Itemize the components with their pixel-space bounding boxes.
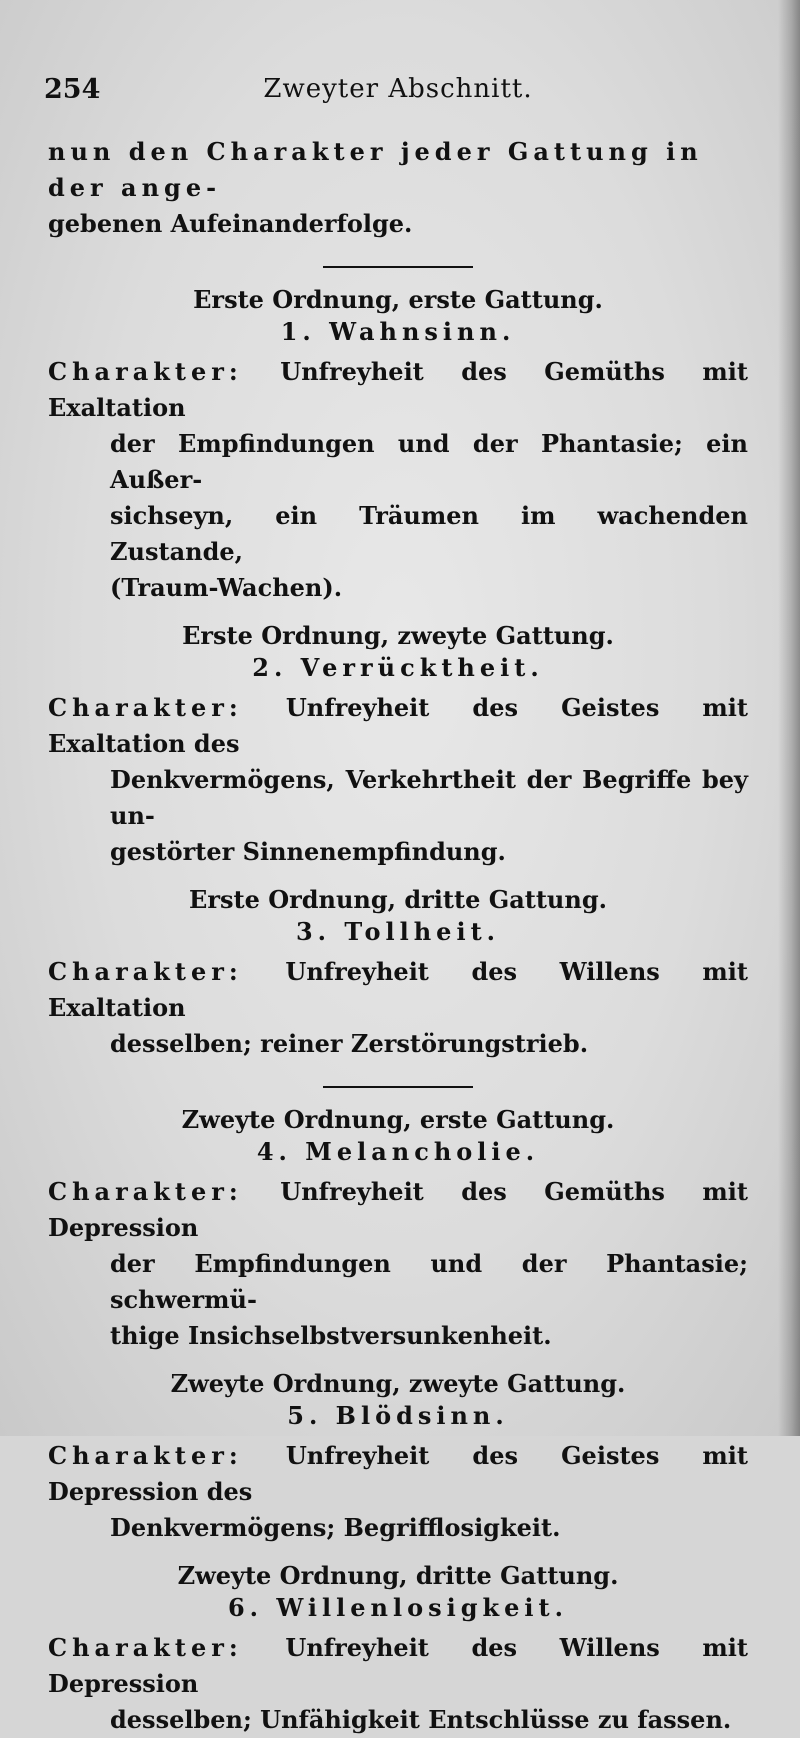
character-text: Unfreyheit des Willens mit Depression	[48, 1633, 748, 1698]
character-text: thige Insichselbstversunkenheit.	[110, 1321, 552, 1350]
character-text: desselben; Unfähigkeit Entschlüsse zu fassen.	[110, 1705, 732, 1734]
character-entry	[48, 354, 748, 606]
character-entry	[48, 690, 748, 870]
order-heading: Erste Ordnung, erste Gattung.	[193, 285, 603, 314]
section-divider	[323, 266, 473, 268]
running-head: Zweyter Abschnitt.	[263, 74, 533, 104]
page-content	[44, 70, 748, 1738]
order-heading: Zweyte Ordnung, erste Gattung.	[181, 1105, 615, 1134]
disease-title: 6. Willenlosigkeit.	[227, 1593, 568, 1622]
disease-title: 1. Wahnsinn.	[280, 317, 516, 346]
character-label: Charakter:	[48, 957, 243, 986]
disease-title: 2. Verrücktheit.	[252, 653, 544, 682]
page-edge-shadow	[778, 0, 800, 1436]
intro-line-2: gebenen Aufeinanderfolge.	[48, 209, 413, 238]
character-label: Charakter:	[48, 1177, 243, 1206]
order-heading: Erste Ordnung, dritte Gattung.	[189, 885, 607, 914]
character-text: desselben; reiner Zerstörungstrieb.	[110, 1029, 589, 1058]
character-text: Unfreyheit des Gemüths mit Exaltation	[48, 357, 748, 422]
character-label: Charakter:	[48, 1633, 243, 1662]
character-text: Unfreyheit des Willens mit Exaltation	[48, 957, 748, 1022]
character-entry	[48, 954, 748, 1062]
page-number: 254	[44, 74, 101, 105]
character-text: Unfreyheit des Geistes mit Depression des	[48, 1441, 748, 1506]
order-heading: Erste Ordnung, zweyte Gattung.	[182, 621, 614, 650]
intro-line-1: nun den Charakter jeder Gattung in der ange-	[48, 137, 703, 202]
character-text: Unfreyheit des Geistes mit Exaltation des	[48, 693, 748, 758]
section-divider	[323, 1086, 473, 1088]
character-entry	[48, 1630, 748, 1738]
disease-title: 5. Blödsinn.	[287, 1401, 509, 1430]
character-text: (Traum-Wachen).	[110, 573, 343, 602]
character-text: Unfreyheit des Gemüths mit Depression	[48, 1177, 748, 1242]
character-entry	[48, 1438, 748, 1546]
character-text: sichseyn, ein Träumen im wachenden Zustande,	[110, 501, 748, 566]
disease-title: 3. Tollheit.	[295, 917, 501, 946]
character-text: gestörter Sinnenempfindung.	[110, 837, 506, 866]
disease-title: 4. Melancholie.	[256, 1137, 540, 1166]
character-label: Charakter:	[48, 1441, 243, 1470]
character-text: Denkvermögens, Verkehrtheit der Begriffe bey un-	[110, 765, 748, 830]
character-label: Charakter:	[48, 357, 243, 386]
character-label: Charakter:	[48, 693, 243, 722]
character-entry	[48, 1174, 748, 1354]
character-text: Denkvermögens; Begrifflosigkeit.	[110, 1513, 561, 1542]
page-header	[44, 70, 748, 110]
order-heading: Zweyte Ordnung, zweyte Gattung.	[170, 1369, 626, 1398]
character-text: der Empfindungen und der Phantasie; ein Außer-	[110, 429, 748, 494]
order-heading: Zweyte Ordnung, dritte Gattung.	[177, 1561, 619, 1590]
character-text: der Empfindungen und der Phantasie; schwermü-	[110, 1249, 748, 1314]
